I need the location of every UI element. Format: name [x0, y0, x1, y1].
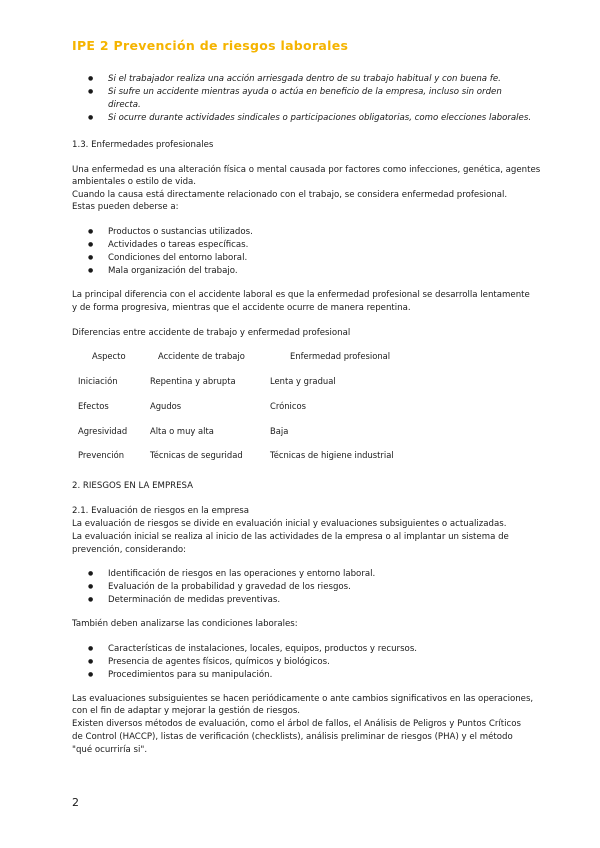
list-item: ● Evaluación de la probabilidad y gravedad de los riesgos.: [108, 581, 351, 594]
list-item: ● Determinación de medidas preventivas.: [108, 594, 280, 607]
table-cell: Técnicas de higiene industrial: [270, 450, 394, 460]
paragraph-line: Existen diversos métodos de evaluación, como el árbol de fallos, el Análisis de Peligros y Puntos Críticos: [72, 719, 521, 729]
table-header: Enfermedad profesional: [290, 351, 391, 361]
list-item: ● Presencia de agentes físicos, químicos y biológicos.: [108, 656, 330, 669]
list-item-continuation: directa.: [108, 100, 141, 110]
list-item: ● Características de instalaciones, locales, equipos, productos y recursos.: [108, 643, 417, 656]
section-heading: 1.3. Enfermedades profesionales: [72, 140, 214, 150]
table-cell: Técnicas de seguridad: [150, 450, 243, 460]
paragraph-line: prevención, considerando:: [72, 545, 187, 555]
table-header: Aspecto: [92, 351, 126, 361]
table-caption: Diferencias entre accidente de trabajo y enfermedad profesional: [72, 328, 351, 338]
table-cell: Repentina y abrupta: [150, 376, 236, 386]
table-cell: Efectos: [78, 401, 109, 411]
paragraph-line: La principal diferencia con el accidente laboral es que la enfermedad profesional se desarrolla lentamente: [72, 290, 530, 300]
paragraph-line: de Control (HACCP), listas de verificación (checklists), análisis preliminar de riesgos (PHA) y el método: [72, 732, 513, 742]
paragraph-line: La evaluación de riesgos se divide en evaluación inicial y evaluaciones subsiguientes o actualizadas.: [72, 519, 507, 529]
paragraph-line: y de forma progresiva, mientras que el accidente ocurre de manera repentina.: [72, 303, 411, 313]
paragraph-line: Estas pueden deberse a:: [72, 202, 179, 212]
subsection-heading: 2.1. Evaluación de riesgos en la empresa: [72, 506, 249, 516]
table-cell: Agresividad: [78, 426, 128, 436]
paragraph-line: Cuando la causa está directamente relacionado con el trabajo, se considera enfermedad profesional.: [72, 190, 508, 200]
list-item: ● Si ocurre durante actividades sindicales o participaciones obligatorias, como elecciones laborales.: [108, 112, 531, 125]
table-cell: Alta o muy alta: [150, 426, 214, 436]
section-heading: 2. RIESGOS EN LA EMPRESA: [72, 481, 194, 491]
table-header: Accidente de trabajo: [158, 351, 245, 361]
table-cell: Agudos: [150, 401, 182, 411]
list-item: ● Actividades o tareas específicas.: [108, 239, 248, 252]
paragraph-line: ambientales o estilo de vida.: [72, 177, 197, 187]
list-item: ● Si sufre un accidente mientras ayuda o actúa en beneficio de la empresa, incluso sin orden: [108, 86, 502, 99]
list-item: ● Identificación de riesgos en las operaciones y entorno laboral.: [108, 568, 375, 581]
paragraph-line: Las evaluaciones subsiguientes se hacen periódicamente o ante cambios significativos en las operaciones,: [72, 694, 534, 704]
table-cell: Iniciación: [78, 376, 118, 386]
list-item: ● Condiciones del entorno laboral.: [108, 252, 247, 265]
paragraph-line: Una enfermedad es una alteración física o mental causada por factores como infecciones, genética, agentes: [72, 165, 541, 175]
list-item: ● Mala organización del trabajo.: [108, 265, 238, 278]
table-cell: Crónicos: [270, 401, 306, 411]
paragraph-line: La evaluación inicial se realiza al inicio de las actividades de la empresa o al implantar un sistema de: [72, 532, 509, 542]
page-title: IPE 2 Prevención de riesgos laborales: [72, 38, 349, 53]
table-cell: Baja: [270, 426, 289, 436]
list-item: ● Productos o sustancias utilizados.: [108, 226, 253, 239]
list-item: ● Si el trabajador realiza una acción arriesgada dentro de su trabajo habitual y con buena fe.: [108, 73, 501, 86]
table-cell: Lenta y gradual: [270, 376, 336, 386]
paragraph-line: También deben analizarse las condiciones laborales:: [72, 619, 298, 629]
table-cell: Prevención: [78, 450, 125, 460]
page-number: 2: [72, 796, 79, 809]
list-item: ● Procedimientos para su manipulación.: [108, 669, 272, 682]
paragraph-line: "qué ocurriría si".: [72, 745, 148, 755]
paragraph-line: con el fin de adaptar y mejorar la gestión de riesgos.: [72, 706, 301, 716]
